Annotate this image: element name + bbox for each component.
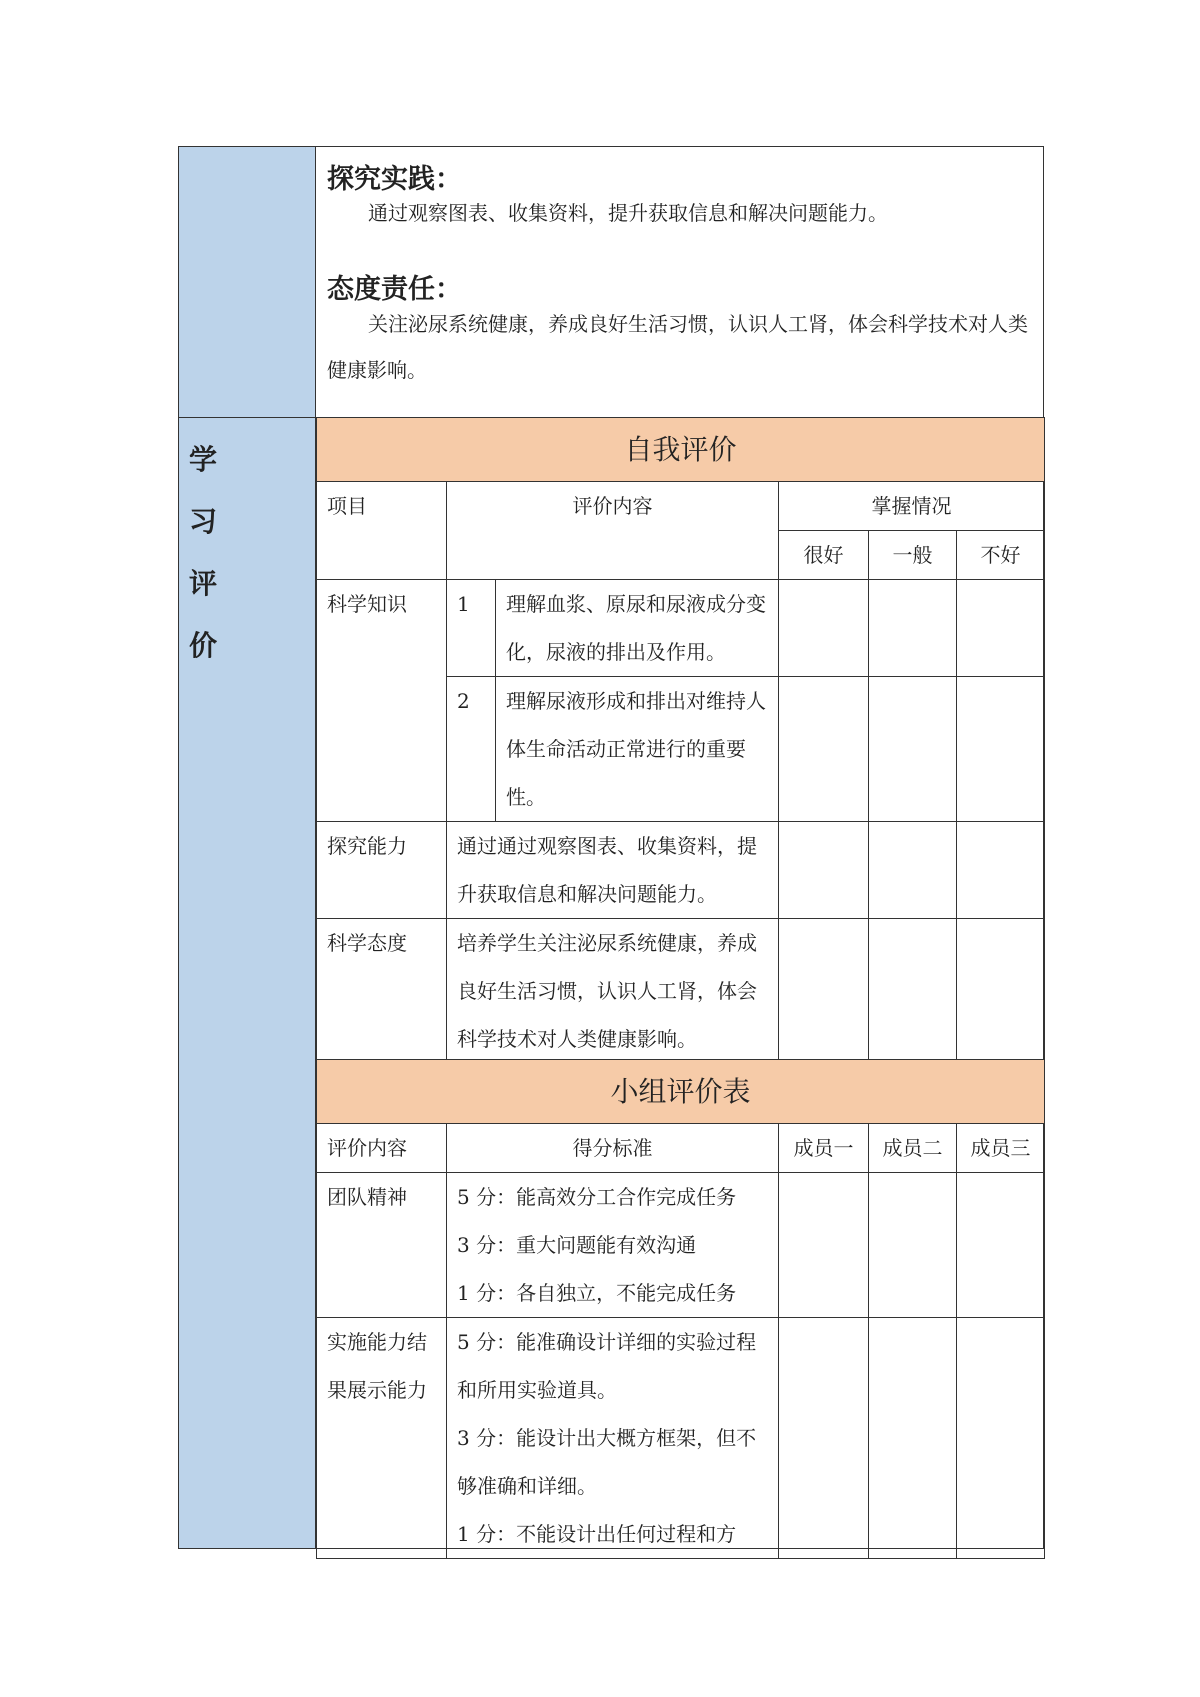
sidebar-column bbox=[179, 147, 316, 1548]
document-table bbox=[178, 146, 1044, 1549]
sidebar-label: 学 习 评 价 bbox=[189, 443, 238, 662]
row-item: 科学知识 bbox=[317, 580, 447, 822]
score-cell[interactable] bbox=[957, 677, 1045, 822]
row-item: 探究能力 bbox=[317, 822, 447, 919]
group-row-item: 团队精神 bbox=[317, 1173, 447, 1318]
member-score-cell[interactable] bbox=[957, 1318, 1045, 1559]
col-item-header: 项目 bbox=[317, 482, 447, 580]
practice-text: 通过观察图表、收集资料，提升获取信息和解决问题能力。 bbox=[368, 201, 888, 225]
sidebar-divider bbox=[179, 417, 316, 418]
member-score-cell[interactable] bbox=[779, 1318, 869, 1559]
col-standard-header: 得分标准 bbox=[447, 1124, 779, 1173]
row-content: 培养学生关注泌尿系统健康，养成良好生活习惯，认识人工肾，体会科学技术对人类健康影响。 bbox=[447, 919, 779, 1064]
score-cell[interactable] bbox=[869, 822, 957, 919]
score-cell[interactable] bbox=[869, 919, 957, 1064]
row-number: 2 bbox=[447, 677, 496, 822]
member-score-cell[interactable] bbox=[957, 1173, 1045, 1318]
member-header: 成员三 bbox=[957, 1124, 1045, 1173]
member-header: 成员一 bbox=[779, 1124, 869, 1173]
self-eval-title: 自我评价 bbox=[317, 418, 1045, 482]
row-content: 通过通过观察图表、收集资料，提升获取信息和解决问题能力。 bbox=[447, 822, 779, 919]
score-cell[interactable] bbox=[779, 822, 869, 919]
main-column bbox=[316, 147, 1043, 1548]
col-content-header: 评价内容 bbox=[447, 482, 779, 580]
standard-line: 5 分：能高效分工合作完成任务 bbox=[457, 1185, 737, 1209]
standard-line: 5 分：能准确设计详细的实验过程和所用实验道具。 bbox=[457, 1330, 757, 1402]
standard-line: 1 分：不能设计出任何过程和方 bbox=[457, 1522, 737, 1546]
score-cell[interactable] bbox=[957, 822, 1045, 919]
col-mastery-header: 掌握情况 bbox=[779, 482, 1045, 531]
member-score-cell[interactable] bbox=[869, 1173, 957, 1318]
score-cell[interactable] bbox=[779, 919, 869, 1064]
self-eval-table bbox=[316, 417, 1045, 1064]
member-score-cell[interactable] bbox=[869, 1318, 957, 1559]
row-content: 理解血浆、原尿和尿液成分变化，尿液的排出及作用。 bbox=[496, 580, 779, 677]
row-number: 1 bbox=[447, 580, 496, 677]
score-cell[interactable] bbox=[869, 677, 957, 822]
row-content: 理解尿液形成和排出对维持人体生命活动正常进行的重要性。 bbox=[496, 677, 779, 822]
score-cell[interactable] bbox=[779, 677, 869, 822]
score-cell[interactable] bbox=[957, 580, 1045, 677]
group-row-standard bbox=[447, 1318, 779, 1559]
standard-line: 3 分：重大问题能有效沟通 bbox=[457, 1233, 697, 1257]
standard-line: 1 分：各自独立，不能完成任务 bbox=[457, 1281, 737, 1305]
level-header: 不好 bbox=[957, 531, 1045, 580]
attitude-heading: 态度责任： bbox=[327, 274, 462, 305]
group-row-item: 实施能力结果展示能力 bbox=[317, 1318, 447, 1559]
group-row-standard bbox=[447, 1173, 779, 1318]
member-header: 成员二 bbox=[869, 1124, 957, 1173]
level-header: 很好 bbox=[779, 531, 869, 580]
standard-line: 3 分：能设计出大概方框架，但不够准确和详细。 bbox=[457, 1426, 757, 1498]
row-item: 科学态度 bbox=[317, 919, 447, 1064]
attitude-text: 关注泌尿系统健康，养成良好生活习惯，认识人工肾，体会科学技术对人类健康影响。 bbox=[327, 312, 1028, 382]
score-cell[interactable] bbox=[869, 580, 957, 677]
member-score-cell[interactable] bbox=[779, 1173, 869, 1318]
score-cell[interactable] bbox=[779, 580, 869, 677]
practice-heading: 探究实践： bbox=[327, 164, 462, 195]
score-cell[interactable] bbox=[957, 919, 1045, 1064]
level-header: 一般 bbox=[869, 531, 957, 580]
group-eval-table bbox=[316, 1059, 1045, 1559]
col-content-header: 评价内容 bbox=[317, 1124, 447, 1173]
group-eval-title: 小组评价表 bbox=[317, 1060, 1045, 1124]
